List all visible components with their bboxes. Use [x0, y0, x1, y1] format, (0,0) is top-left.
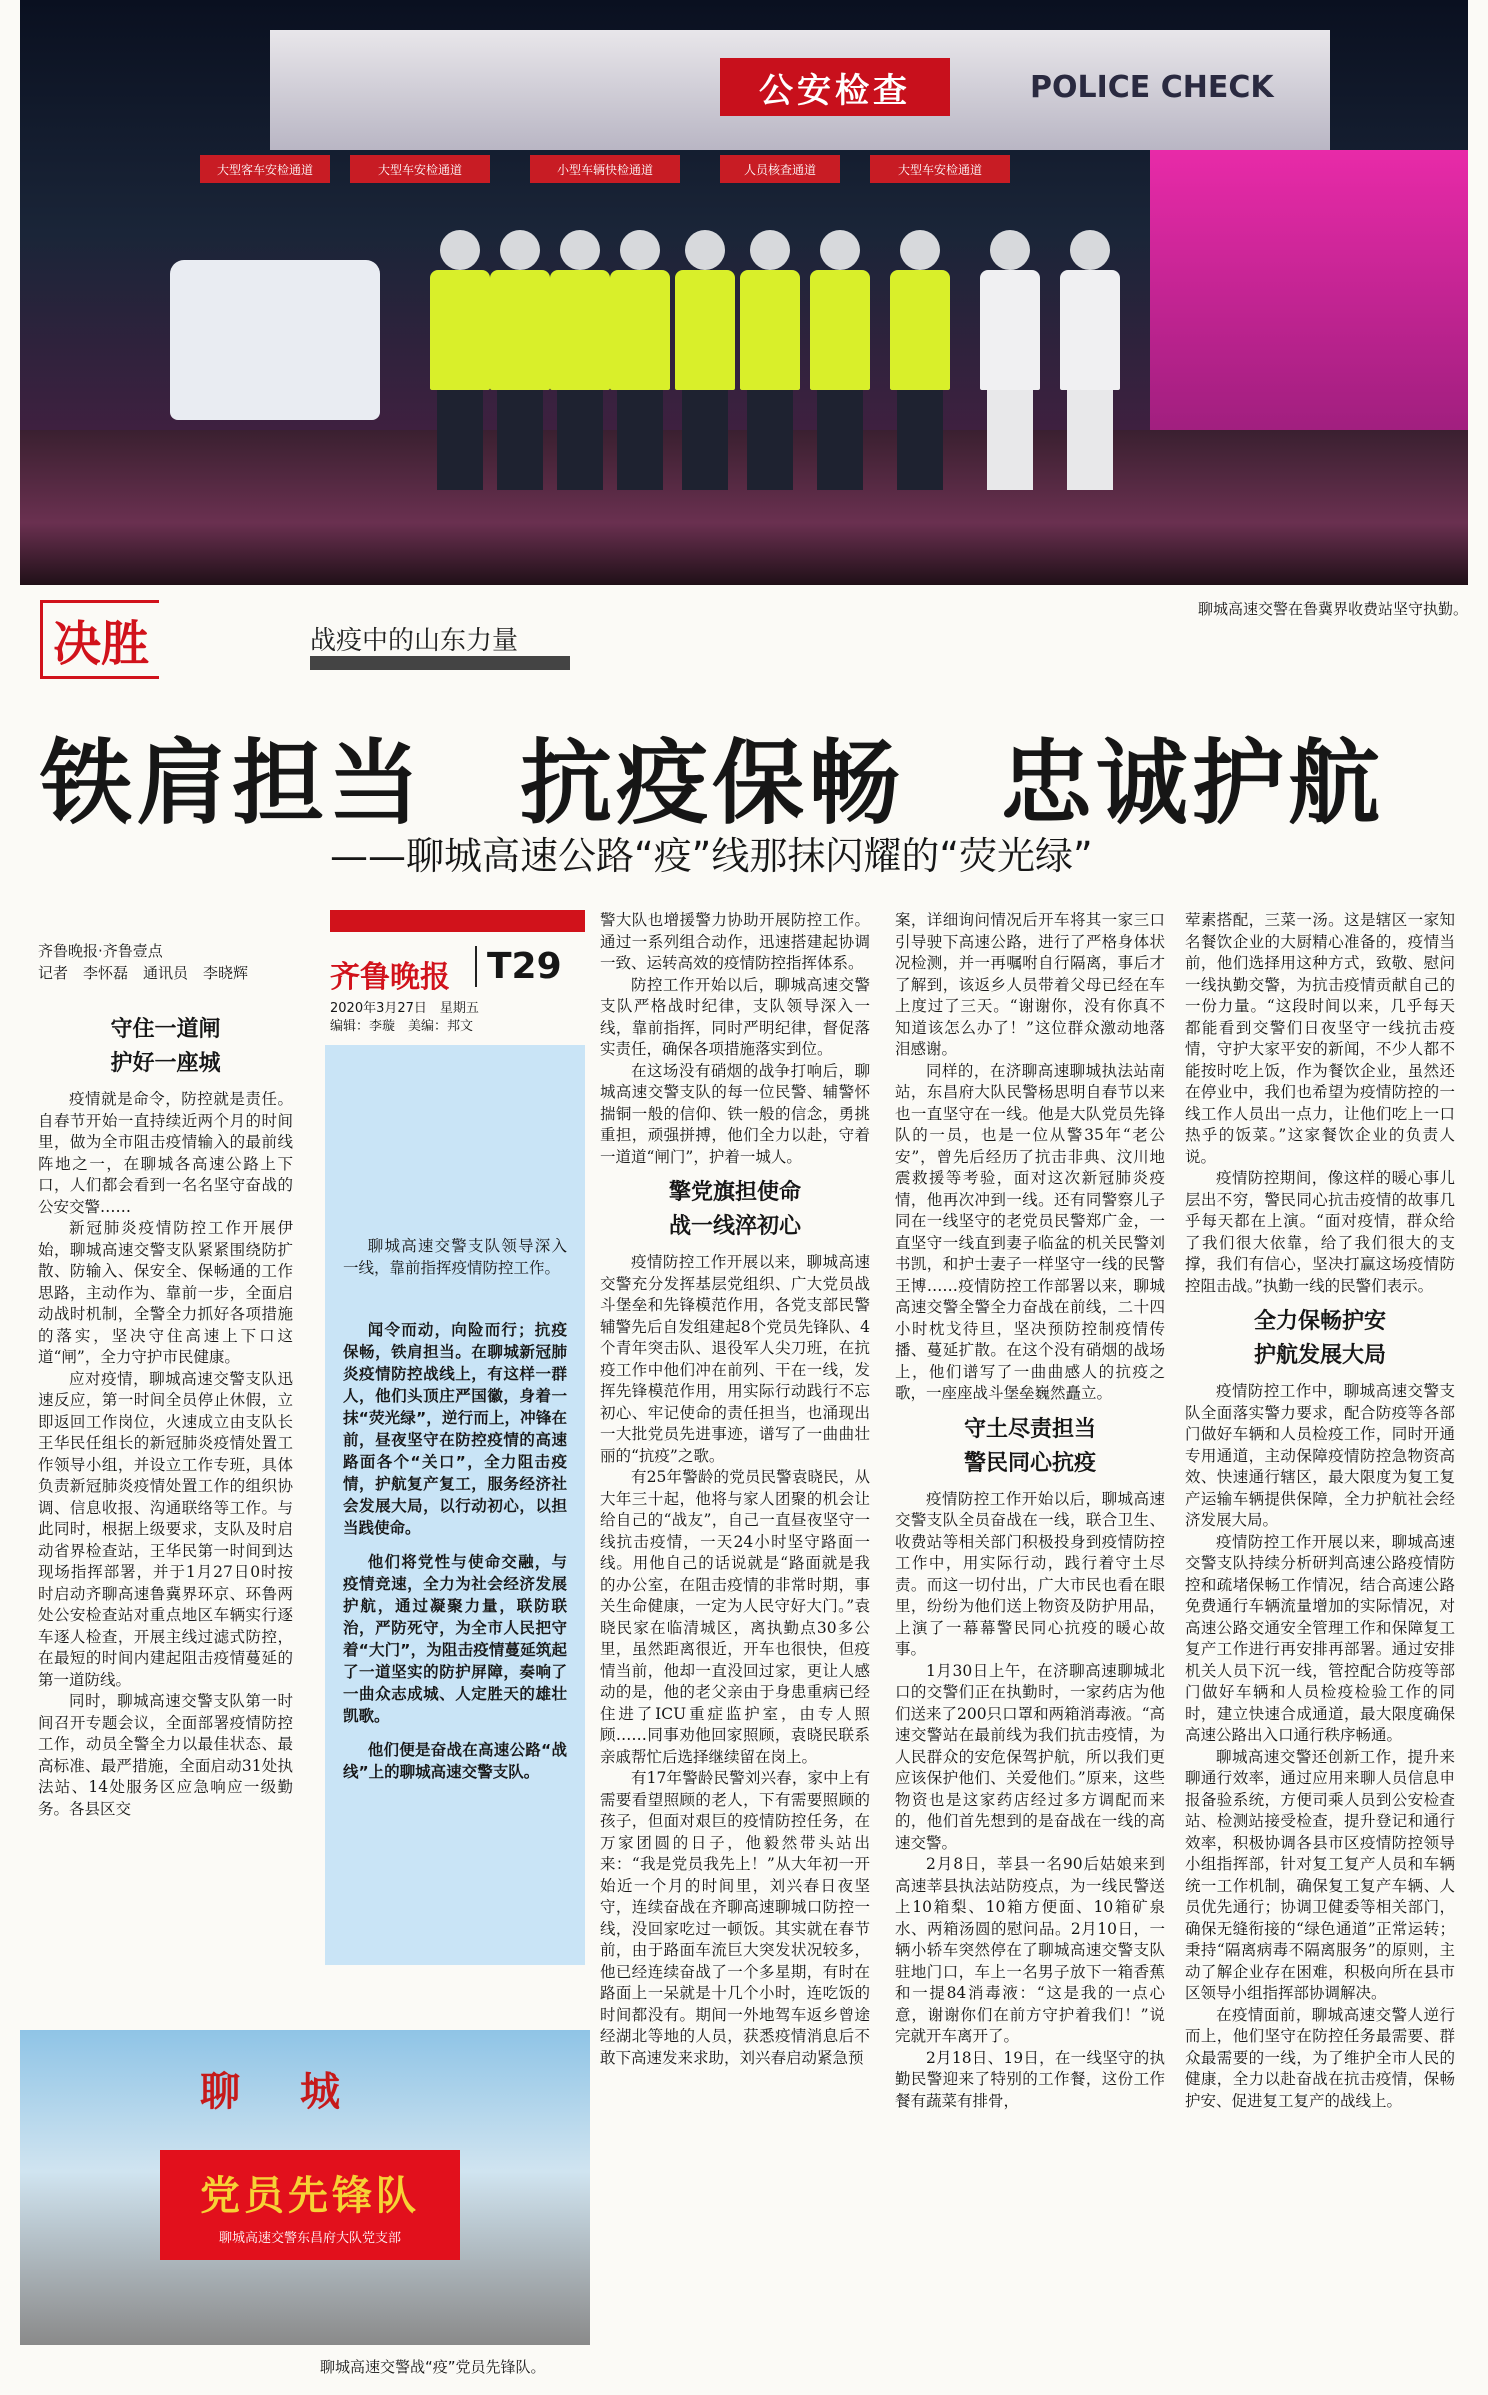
intro-box [325, 1045, 585, 1965]
section-title [1185, 1305, 1455, 1373]
paragraph: 同时，聊城高速交警支队第一时间召开专题会议，全面部署疫情防控工作，动员全警全力以最佳状态、最高标准、最严措施，全面启动31处执法站、14处服务区应急响应一级勤务。各县区交 [38, 1692, 293, 1818]
date-line: 2020年3月27日 星期五 [330, 1001, 479, 1016]
paragraph: 疫情防控工作开展以来，聊城高速交警支队持续分析研判高速公路疫情防控和疏堵保畅工作情况，结合高速公路免费通行车辆流量增加的实际情况，对高速公路交通安全管理工作和保障复工复产工作进行再安排再部署。通过安排机关人员下沉一线，管控配合防疫等部门做好车辆和人员检疫检验工作的同时，建立快速合成通道，最大限度确保高速公路出入口通行秩序畅通。 [1185, 1532, 1455, 1744]
police-car [170, 260, 380, 420]
officer-figure [430, 230, 490, 490]
paragraph: 2月8日，莘县一名90后姑娘来到高速莘县执法站防疫点，为一线民警送上10箱梨、10箱方便面、10箱矿泉水、两箱汤圆的慰问品。2月10日，一辆小轿车突然停在了聊城高速交警支队驻地门口，车上一名男子放下一箱香蕉和一提84消毒液：“这是我的一点心意，谢谢你们在前方守护着我们！”说完就开车离开了。 [895, 1855, 1165, 2045]
byline-source: 齐鲁晚报·齐鲁壹点 [38, 942, 163, 960]
paragraph: 有17年警龄民警刘兴春，家中上有需要看望照顾的老人，下有需要照顾的孩子，但面对艰巨的疫情防控任务，在万家团圆的日子，他毅然带头站出来：“我是党员我先上！”从大年初一开始近一个月的时间里，刘兴春日夜坚守，连续奋战在齐聊高速聊城口防控一线，没回家吃过一顿饭。其实就在春节前，由于路面车流巨大突发状况较多，他已经连续奋战了一个多星期，有时在路面上一呆就是十几个小时，连吃饭的时间都没有。期间一外地驾车返乡曾途经湖北等地的人员，获悉疫情消息后不敢下高速发来求助，刘兴春启动紧急预 [600, 1769, 870, 2067]
police-check-sign-cn: 公安检查 [720, 58, 950, 116]
officer-figure [740, 230, 800, 490]
top-photo-caption: 聊城高速交警在鲁冀界收费站坚守执勤。 [1197, 600, 1468, 618]
banner-big-text: 决胜 [40, 600, 159, 679]
lane-sign: 大型车安检通道 [870, 155, 1010, 183]
paragraph: 疫情就是命令，防控就是责任。自春节开始一直持续近两个月的时间里，做为全市阻击疫情输入的最前线阵地之一，在聊城各高速公路上下口，人们都会看到一名名坚守奋战的公安交警…… [38, 1090, 293, 1216]
police-check-sign-en: POLICE CHECK [1030, 70, 1274, 105]
medic-figure [1060, 230, 1120, 490]
intro-lead: 他们将党性与使命交融，与疫情竞速，全力为社会经济发展护航，通过凝聚力量，联防联治，严防死守，为全市人民把守着“大门”，为阻击疫情蔓延筑起了一道坚实的防护屏障，奏响了一曲众志成城、人定胜天的雄壮凯歌。 [343, 1553, 567, 1725]
section-title-line: 战一线淬初心 [668, 1214, 801, 1239]
paragraph: 在这场没有硝烟的战争打响后，聊城高速交警支队的每一位民警、辅警怀揣铜一般的信仰、铁一般的信念，勇挑重担，顽强拼搏，他们全力以赴，守着一道道“闸门”，护着一城人。 [600, 1061, 870, 1166]
article-column-5 [1185, 910, 1455, 2112]
flag-title: 党员先锋队 [200, 2172, 420, 2219]
paragraph: 新冠肺炎疫情防控工作开展伊始，聊城高速交警支队紧紧围绕防扩散、防输入、保安全、保畅通的工作思路，主动作为、靠前一步，全面启动战时机制，全警全力抓好各项措施的落实，坚决守住高速上下口这道“闸”，全力守护市民健康。 [38, 1219, 293, 1366]
paragraph: 疫情防控工作开展以来，聊城高速交警充分发挥基层党组织、广大党员战斗堡垒和先锋模范作用，各党支部民警辅警先后自发组建起8个党员先锋队、4个青年突击队、退役军人尖刀班，在抗疫工作中他们冲在前列、干在一线，发挥先锋模范作用，用实际行动践行不忘初心、牢记使命的责任担当，也涌现出一大批党员先进事迹，谱写了一曲曲壮丽的“抗疫”之歌。 [600, 1253, 870, 1465]
lane-sign: 大型车安检通道 [350, 155, 490, 183]
issue-date [330, 1000, 479, 1036]
paragraph: 1月30日上午，在济聊高速聊城北口的交警们正在执勤时，一家药店为他们送来了200只口罩和两箱消毒液。“高速交警站在最前线为我们抗击疫情，为人民群众的安危保驾护航，所以我们更应该保护他们、关爱他们。”原来，这些物资也是这家药店经过多方调配而来的，他们首先想到的是奋战在一线的高速交警。 [895, 1661, 1166, 1852]
paragraph: 警大队也增援警力协助开展防控工作。通过一系列组合动作，迅速搭建起协调一致、运转高效的疫情防控指挥体系。 [600, 911, 870, 972]
section-title [600, 1176, 870, 1244]
page-number: T29 [475, 946, 562, 987]
byline [38, 940, 298, 984]
party-flag [160, 2150, 460, 2260]
section-title-line: 警民同心抗疫 [963, 1450, 1096, 1476]
lane-sign: 大型客车安检通道 [200, 155, 330, 183]
paragraph: 防控工作开始以后，聊城高速交警支队严格战时纪律，支队领导深入一线，靠前指挥，同时严明纪律，督促落实责任，确保各项措施落实到位。 [600, 975, 870, 1058]
checkpoint-canopy [270, 30, 1330, 150]
masthead-bar [330, 910, 585, 932]
article-column-1 [38, 1005, 293, 1820]
bottom-photo [20, 2030, 590, 2345]
paragraph: 在疫情面前，聊城高速交警人逆行而上，他们坚守在防控任务最需要、群众最需要的一线，为了维护全市人民的健康，全力以赴奋战在抗击疫情，保畅护安、促进复工复产的战线上。 [1185, 2005, 1455, 2110]
paragraph: 聊城高速交警还创新工作，提升来聊通行效率，通过应用来聊人员信息申报备验系统，方便司乘人员到公安检查站、检测站接受检查，提升登记和通行效率，积极协调各县市区疫情防控领导小组指挥部，针对复工复产人员和车辆统一工作机制，确保复工复产车辆、人员优先通行；协调卫健委等相关部门，确保无缝衔接的“绿色通道”正常运转；秉持“隔离病毒不隔离服务”的原则，主动了解企业存在困难，积极向所在县市区领导小组指挥部协调解决。 [1185, 1747, 1455, 2002]
section-banner [40, 600, 540, 680]
headline: 铁肩担当 抗疫保畅 忠诚护航 [40, 730, 1385, 837]
officer-figure [610, 230, 670, 490]
banner-bar [310, 656, 570, 670]
paragraph: 案，详细询问情况后开车将其一家三口引导驶下高速公路，进行了严格身体状况检测，并一再嘱咐自行隔离，事后才了解到，该返乡人员带着父母已经在车上度过了三天。“谢谢你，没有你真不知道该怎么办了！”这位群众激动地落泪感谢。 [895, 911, 1165, 1058]
officer-figure [890, 230, 950, 490]
medic-figure [980, 230, 1040, 490]
section-title-line: 擎党旗担使命 [668, 1180, 801, 1205]
intro-lead: 他们便是奋战在高速公路“战线”上的聊城高速交警支队。 [343, 1741, 567, 1781]
section-title-line: 全力保畅护安 [1253, 1309, 1386, 1334]
section-title-line: 护航发展大局 [1253, 1343, 1386, 1368]
officer-figure [550, 230, 610, 490]
paragraph: 疫情防控工作开始以后，聊城高速交警支队全员奋战在一线，联合卫生、收费站等相关部门积极投身到疫情防控工作中，用实际行动，践行着守土尽责。而这一切付出，广大市民也看在眼里，纷纷为他们送上物资及防护用品，上演了一幕幕警民同心抗疫的暖心故事。 [895, 1489, 1165, 1658]
byline-reporters: 记者 李怀磊 通讯员 李晓辉 [38, 964, 249, 982]
paragraph: 2月18日、19日，在一线坚守的执勤民警迎来了特别的工作餐，这份工作餐有蔬菜有排骨， [895, 2048, 1165, 2110]
article-column-4 [895, 910, 1165, 2112]
article-column-3 [600, 910, 870, 2069]
paragraph: 疫情防控期间，像这样的暖心事儿层出不穷，警民同心抗击疫情的故事几乎每天都在上演。“面对疫情，群众给了我们很大依靠，给了我们很大的支撑，我们有信心，坚决打赢这场疫情防控阻击战。”执勤一线的民警们表示。 [1185, 1169, 1455, 1295]
officer-figure [675, 230, 735, 490]
paragraph: 疫情防控工作中，聊城高速交警支队全面落实警力要求，配合防疫等各部门做好车辆和人员检疫工作，同时开通专用通道，主动保障疫情防控急物资高效、快速通行辖区，最大限度为复工复产运输车辆提供保障，全力护航社会经济发展大局。 [1185, 1382, 1455, 1529]
gate-sign: 聊城 [200, 2068, 400, 2115]
paragraph: 同样的，在济聊高速聊城执法站南站，东昌府大队民警杨思明自春节以来也一直坚守在一线。他是大队党员先锋队的一员，也是一位从警35年“老公安”，曾先后经历了抗击非典、汶川地震救援等考验，面对这次新冠肺炎疫情，他再次冲到一线。还有同警察儿子同在一线坚守的老党员民警郑广金，一直坚守一线直到妻子临盆的机关民警刘书凯，和护士妻子一样坚守一线的民警王博……疫情防控工作部署以来，聊城高速交警全警全力奋战在前线，二十四小时枕戈待旦，坚决预防控制疫情传播、蔓延扩散。在这个没有硝烟的战场上，他们谱写了一曲曲感人的抗疫之歌，一座座战斗堡垒巍然矗立。 [895, 1061, 1165, 1402]
section-title-line: 守住一道闸 [110, 1017, 221, 1042]
lane-sign: 小型车辆快检通道 [530, 155, 680, 183]
editor-line: 编辑：李璇 美编：邦文 [330, 1019, 474, 1034]
top-photo [20, 0, 1468, 585]
flag-subtitle: 聊城高速交警东昌府大队党支部 [218, 2231, 401, 2246]
paragraph: 应对疫情，聊城高速交警支队迅速反应，第一时间全员停止休假，立即返回工作岗位，火速成立由支队长王华民任组长的新冠肺炎疫情处置工作领导小组，并设立工作专班，具体负责新冠肺炎疫情处置工作的组织协调、信息收报、沟通联络等工作。与此同时，根据上级要求，支队及时启动省界检查站，王华民第一时间到达现场指挥部署，并于1月27日0时按时启动齐聊高速鲁冀界环京、环鲁两处公安检查站对重点地区车辆实行逐车逐人检查，开展主线过滤式防控，在最短的时间内建起阻击疫情蔓延的第一道防线。 [38, 1369, 293, 1689]
officer-figure [490, 230, 550, 490]
newspaper-logo: 齐鲁晚报 [330, 960, 450, 995]
paragraph: 荤素搭配，三菜一汤。这是辖区一家知名餐饮企业的大厨精心准备的，疫情当前，他们选择用这种方式，致敬、慰问一线执勤交警，为抗击疫情贡献自己的一份力量。“这段时间以来，几乎每天都能看到交警们日夜坚守一线抗击疫情，守护大家平安的新闻，不少人都不能按时吃上饭，作为餐饮企业，虽然还在停业中，我们也希望为疫情防控的一线工作人员出一点力，让他们吃上一口热乎的饭菜。”这家餐饮企业的负责人说。 [1185, 911, 1455, 1166]
bottom-photo-caption: 聊城高速交警战“疫”党员先锋队。 [320, 2358, 546, 2376]
section-title-line: 守土尽责担当 [963, 1416, 1096, 1442]
officer-figure [810, 230, 870, 490]
paragraph: 有25年警龄的党员民警袁晓民，从大年三十起，他将与家人团聚的机会让给自己的“战友”，自己一直昼夜坚守一线抗击疫情，一天24小时坚守路面一线。用他自己的话说就是“路面就是我的办公室，在阻击疫情的非常时期，事关生命健康，一定为人民守好大门。”袁晓民家在临清城区，离执勤点30多公里，虽然距离很近，开车也很快，但疫情当前，他却一直没回过家，更让人感动的是，他的老父亲由于身患重病已经住进了ICU重症监护室，由专人照顾……同事劝他回家照顾，袁晓民联系亲戚帮忙后选择继续留在岗上。 [600, 1468, 870, 1766]
section-title [38, 1013, 293, 1081]
banner-subtitle: 战疫中的山东力量 [310, 626, 519, 656]
masthead [330, 910, 585, 1034]
intro-photo-caption: 聊城高速交警支队领导深入一线，靠前指挥疫情防控工作。 [343, 1237, 567, 1277]
intro-lead: 闻令而动，向险而行；抗疫保畅，铁肩担当。在聊城新冠肺炎疫情防控战线上，有这样一群人，他们头顶庄严国徽，身着一抹“荧光绿”，逆行而上，冲锋在前，昼夜坚守在防控疫情的高速路面各个“关口”，全力阻击疫情，护航复产复工，服务经济社会发展大局，以行动初心，以担当践使命。 [343, 1321, 567, 1537]
section-title [895, 1413, 1165, 1481]
subheadline: ——聊城高速公路“疫”线那抹闪耀的“荧光绿” [330, 834, 1093, 878]
section-title-line: 护好一座城 [110, 1051, 221, 1076]
lane-sign: 人员核查通道 [720, 155, 840, 183]
toll-building [1150, 150, 1468, 450]
